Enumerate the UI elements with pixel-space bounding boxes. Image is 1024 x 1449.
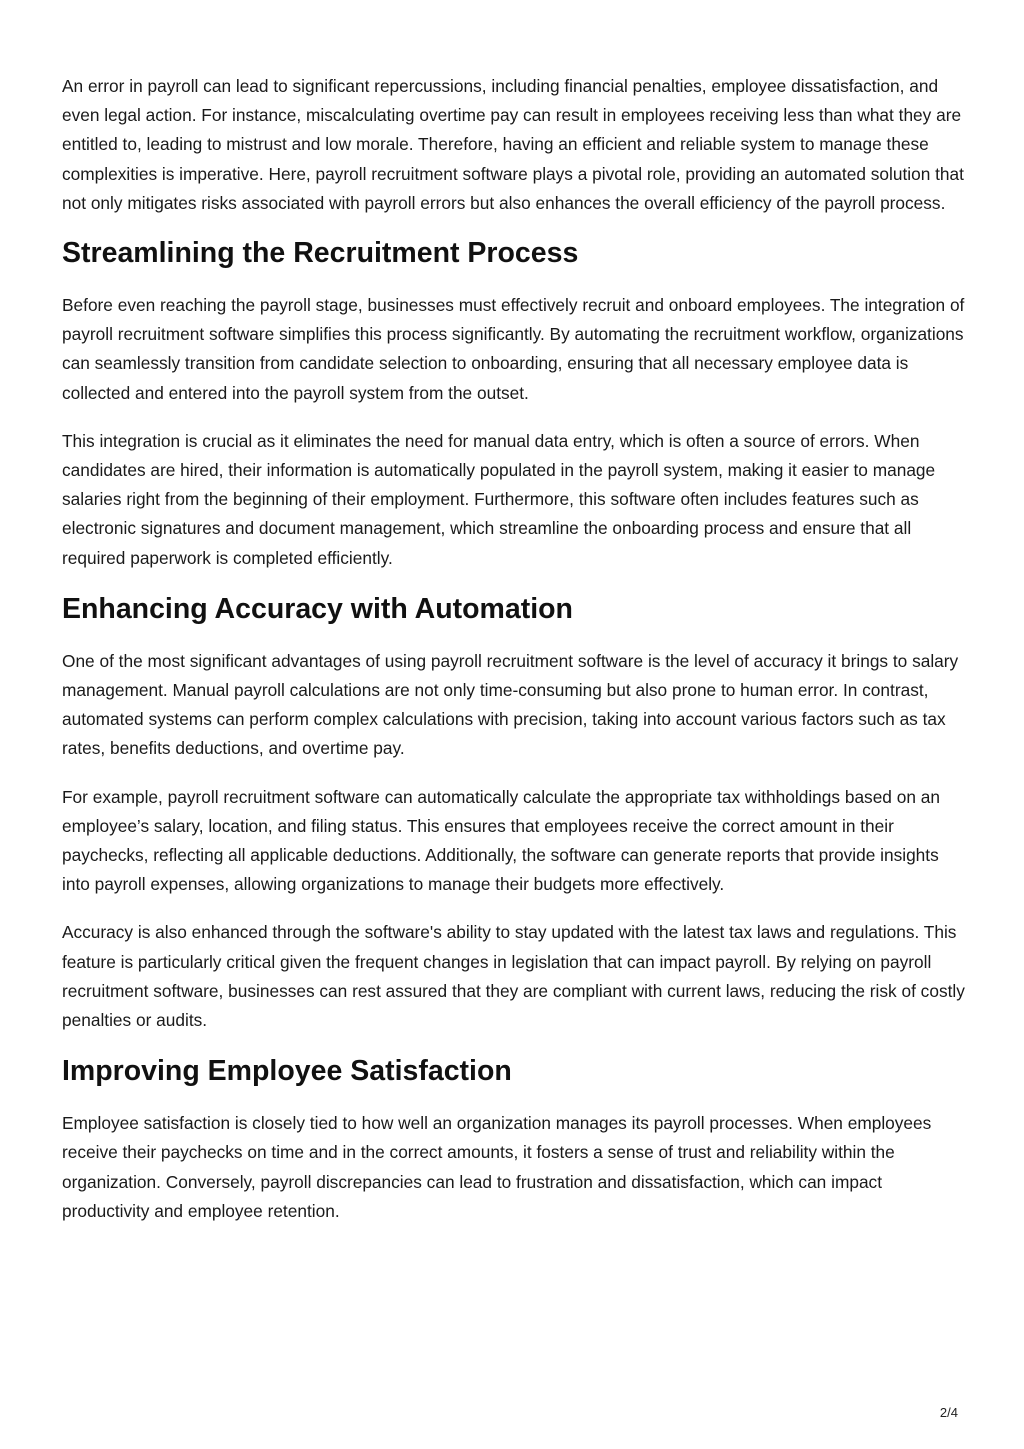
paragraph: One of the most significant advantages of using payroll recruitment software is the level of accuracy it brings to salary management. Manual payroll calculations are not only time-consuming but also prone to human error. In contrast, automated systems can perform complex calculations with precision, taking into account various factors such as tax rates, benefits deductions, and overtime pay.	[62, 650, 959, 759]
page-number: 2/4	[939, 1405, 958, 1420]
paragraph: Accuracy is also enhanced through the software's ability to stay updated with the latest tax laws and regulations. This feature is particularly critical given the frequent changes in legislation that can impact payroll. By relying on payroll recruitment software, businesses can rest assured that they are compliant with current laws, reducing the risk of costly penalties or audits.	[62, 922, 965, 1031]
paragraph: For example, payroll recruitment software can automatically calculate the appropriate tax withholdings based on an employee’s salary, location, and filing status. This ensures that employees receive the correct amount in their paychecks, reflecting all applicable deductions. Additionally, the software can generate reports that provide insights into payroll expenses, allowing organizations to manage their budgets more effectively.	[62, 786, 940, 895]
section-heading-satisfaction: Improving Employee Satisfaction	[62, 1055, 512, 1088]
intro-paragraph: An error in payroll can lead to significant repercussions, including financial penalties, employee dissatisfaction, and even legal action. For instance, miscalculating overtime pay can result in employees receiving less than what they are entitled to, leading to mistrust and low morale. Therefore, having an efficient and reliable system to manage these complexities is imperative. Here, payroll recruitment software plays a pivotal role, providing an automated solution that not only mitigates risks associated with payroll errors but also enhances the overall efficiency of the payroll process.	[62, 76, 964, 213]
paragraph: Before even reaching the payroll stage, businesses must effectively recruit and onboard employees. The integration of payroll recruitment software simplifies this process significantly. By automating the recruitment workflow, organizations can seamlessly transition from candidate selection to onboarding, ensuring that all necessary employee data is collected and entered into the payroll system from the outset.	[62, 295, 965, 403]
document-page	[62, 70, 968, 1245]
paragraph: This integration is crucial as it eliminates the need for manual data entry, which is often a source of errors. When candidates are hired, their information is automatically populated in the payroll system, making it easier to manage salaries right from the beginning of their employment. Furthermore, this software often includes features such as electronic signatures and document management, which streamline the onboarding process and ensure that all required paperwork is completed efficiently.	[62, 430, 936, 568]
section-heading-recruitment: Streamlining the Recruitment Process	[62, 237, 579, 270]
paragraph: Employee satisfaction is closely tied to how well an organization manages its payroll processes. When employees receive their paychecks on time and in the correct amounts, it fosters a sense of trust and reliability within the organization. Conversely, payroll discrepancies can lead to frustration and dissatisfaction, which can impact productivity and employee retention.	[62, 1113, 932, 1221]
section-heading-accuracy: Enhancing Accuracy with Automation	[62, 592, 573, 625]
